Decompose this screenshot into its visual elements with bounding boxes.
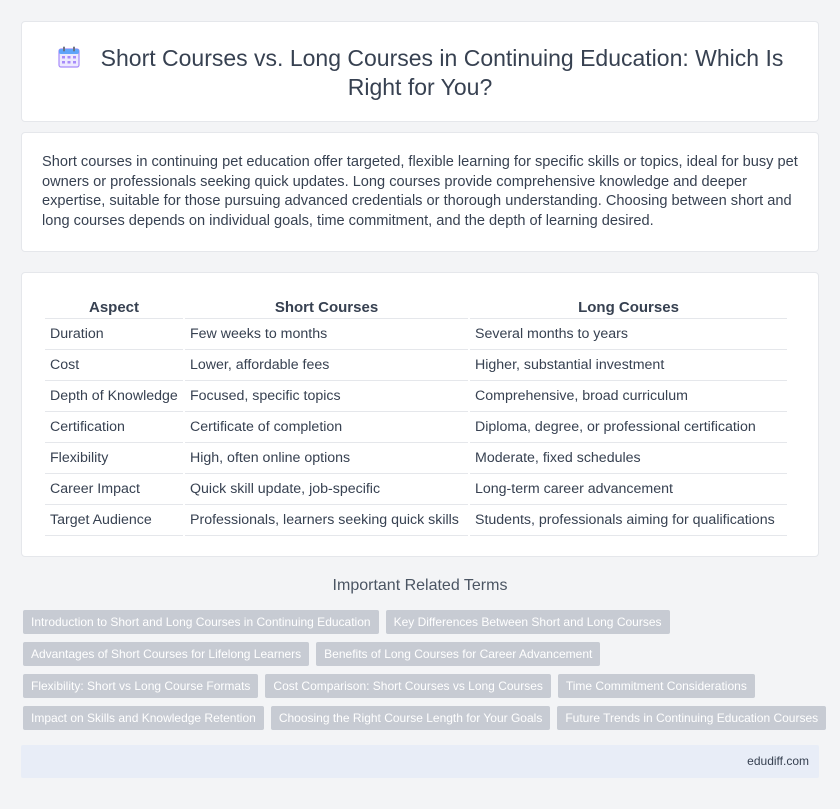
table-row xyxy=(45,505,787,536)
table-cell: Flexibility xyxy=(45,443,183,474)
table-cell: Certification xyxy=(45,412,183,443)
table-cell: Comprehensive, broad curriculum xyxy=(470,381,787,412)
table-cell: Career Impact xyxy=(45,474,183,505)
table-cell: Target Audience xyxy=(45,505,183,536)
tag-row xyxy=(23,706,823,730)
table-cell: Moderate, fixed schedules xyxy=(470,443,787,474)
table-cell: Certificate of completion xyxy=(185,412,468,443)
table-cell: Professionals, learners seeking quick skills xyxy=(185,505,468,536)
table-row xyxy=(45,412,787,443)
comparison-table xyxy=(43,295,789,536)
related-term-tag[interactable]: Benefits of Long Courses for Career Advancement xyxy=(316,642,600,666)
related-term-tag[interactable]: Advantages of Short Courses for Lifelong Learners xyxy=(23,642,309,666)
table-cell: Cost xyxy=(45,350,183,381)
related-term-tag[interactable]: Flexibility: Short vs Long Course Formats xyxy=(23,674,258,698)
title-card xyxy=(21,21,819,122)
table-cell: Focused, specific topics xyxy=(185,381,468,412)
table-cell: Students, professionals aiming for qualifications xyxy=(470,505,787,536)
tag-row xyxy=(23,610,823,634)
table-cell: Diploma, degree, or professional certification xyxy=(470,412,787,443)
header-long-courses: Long Courses xyxy=(470,295,787,319)
page-title: Short Courses vs. Long Courses in Continuing Education: Which Is Right for You? xyxy=(100,45,784,100)
related-term-tag[interactable]: Choosing the Right Course Length for Your Goals xyxy=(271,706,551,730)
table-cell: Duration xyxy=(45,319,183,350)
summary-text: Short courses in continuing pet education offer targeted, flexible learning for specific skills or topics, ideal for busy pet owners or professionals seeking quick updates. Long courses provide comprehensive knowledge and deeper expertise, suitable for those pursuing advanced credentials or thorough understanding. Choosing between short and long courses depends on individual goals, time commitment, and the depth of learning desired. xyxy=(42,154,798,229)
table-row xyxy=(45,350,787,381)
related-term-tag[interactable]: Introduction to Short and Long Courses in Continuing Education xyxy=(23,610,379,634)
related-term-tag[interactable]: Time Commitment Considerations xyxy=(558,674,755,698)
table-cell: Few weeks to months xyxy=(185,319,468,350)
related-term-tag[interactable]: Key Differences Between Short and Long Courses xyxy=(386,610,670,634)
table-cell: Depth of Knowledge xyxy=(45,381,183,412)
table-cell: Lower, affordable fees xyxy=(185,350,468,381)
related-terms-tags xyxy=(23,610,823,738)
comparison-card xyxy=(21,272,819,557)
table-row xyxy=(45,443,787,474)
table-cell: High, often online options xyxy=(185,443,468,474)
table-cell: Quick skill update, job-specific xyxy=(185,474,468,505)
tag-row xyxy=(23,642,823,666)
footer-site-link[interactable]: edudiff.com xyxy=(747,754,809,768)
table-cell: Several months to years xyxy=(470,319,787,350)
table-header-row xyxy=(45,295,787,319)
table-row xyxy=(45,474,787,505)
footer xyxy=(21,745,819,778)
table-row xyxy=(45,381,787,412)
table-cell: Higher, substantial investment xyxy=(470,350,787,381)
header-short-courses: Short Courses xyxy=(185,295,468,319)
tag-row xyxy=(23,674,823,698)
related-term-tag[interactable]: Future Trends in Continuing Education Courses xyxy=(557,706,826,730)
table-row xyxy=(45,319,787,350)
table-cell: Long-term career advancement xyxy=(470,474,787,505)
header-aspect: Aspect xyxy=(45,295,183,319)
related-terms-heading: Important Related Terms xyxy=(332,577,508,594)
page-title-wrap xyxy=(42,44,798,102)
calendar-icon xyxy=(57,45,81,69)
related-term-tag[interactable]: Impact on Skills and Knowledge Retention xyxy=(23,706,264,730)
related-term-tag[interactable]: Cost Comparison: Short Courses vs Long Courses xyxy=(265,674,550,698)
summary-card xyxy=(21,132,819,252)
